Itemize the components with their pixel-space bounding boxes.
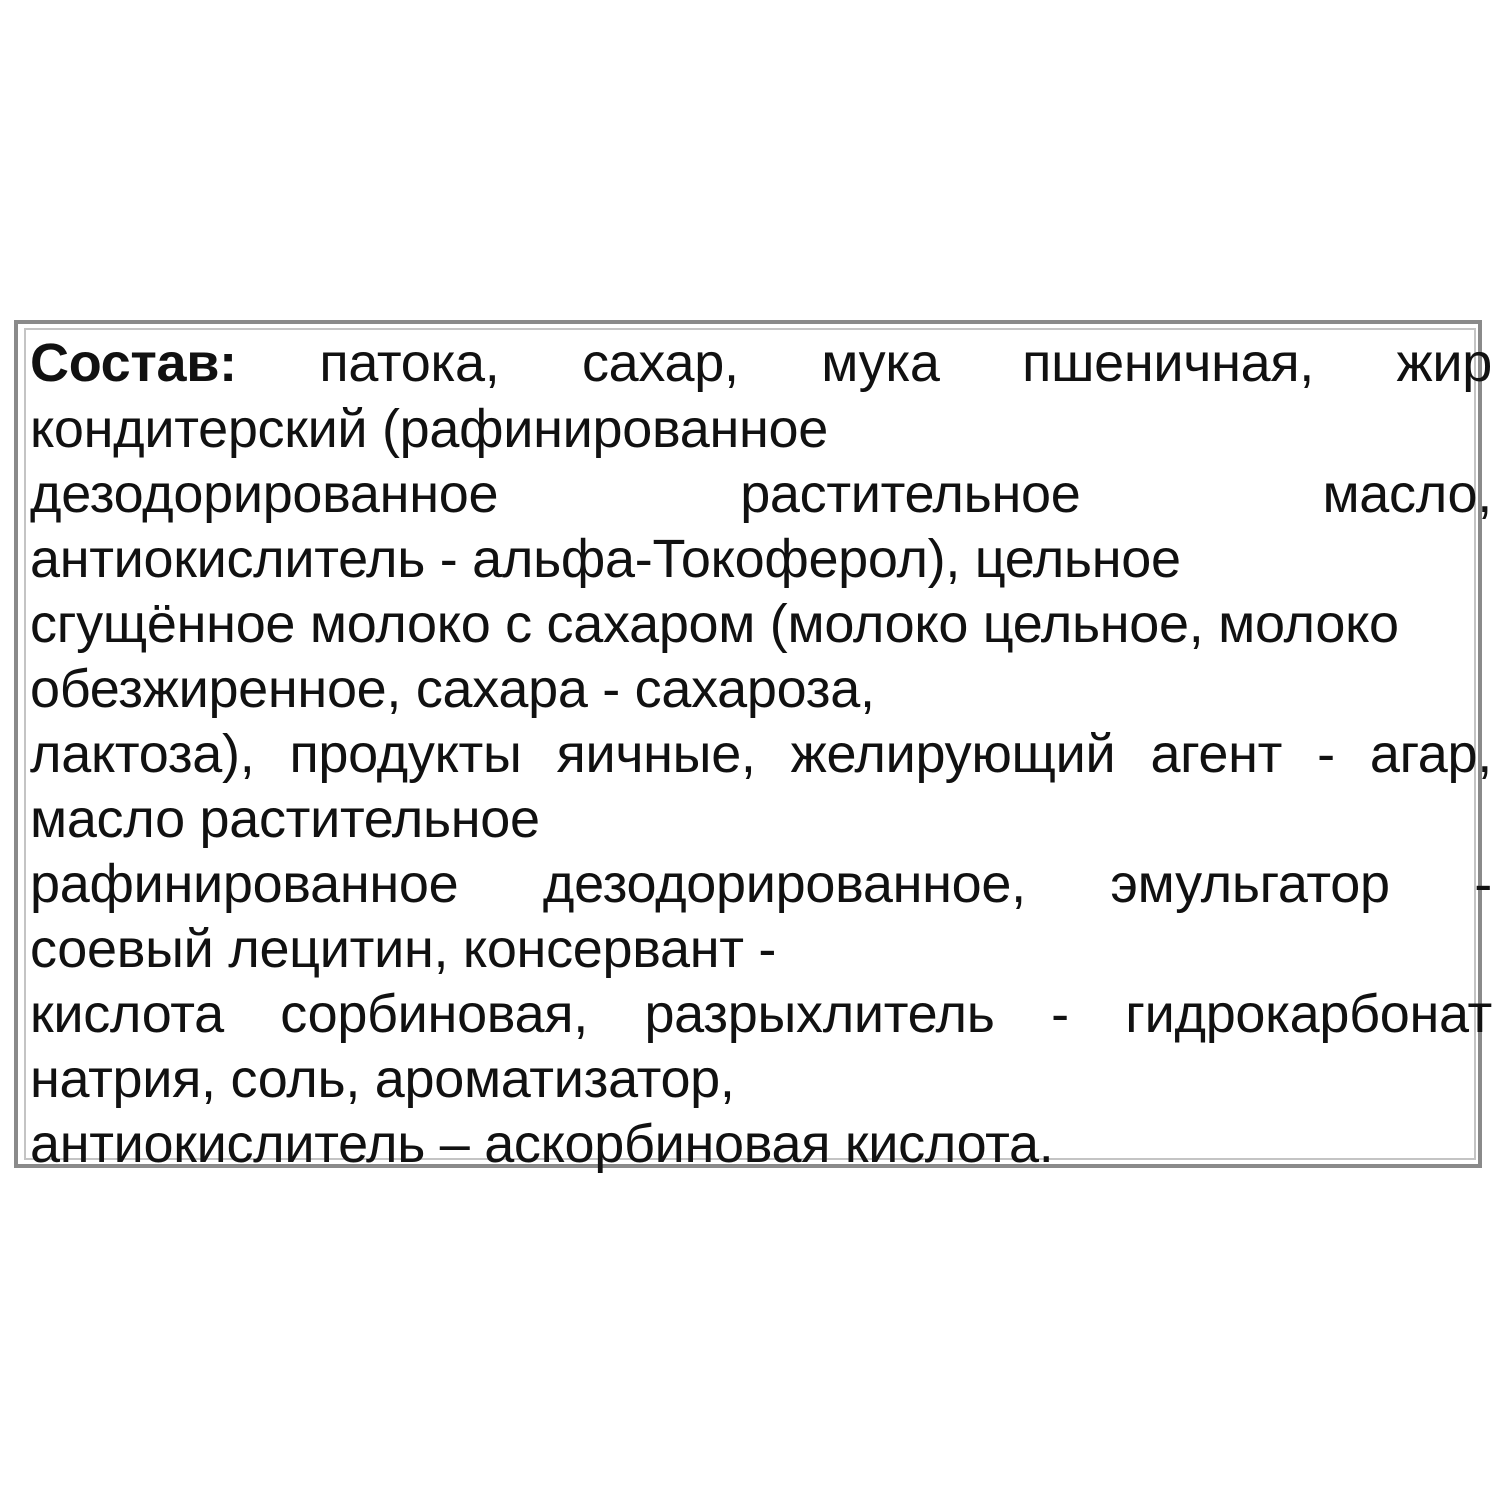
ingredients-line-9 <box>30 851 1492 917</box>
ingredient-word: лактоза), <box>30 724 255 784</box>
ingredient-word: - <box>1317 724 1335 784</box>
ingredient-word: жир <box>1396 333 1492 393</box>
ingredient-word: пшеничная, <box>1022 333 1314 393</box>
ingredient-word: - <box>1474 854 1492 914</box>
ingredients-line-7 <box>30 721 1492 787</box>
ingredients-line-12: натрия, соль, ароматизатор, <box>30 1049 735 1109</box>
ingredients-label-box <box>14 320 1492 1174</box>
ingredients-line-3 <box>30 461 1492 527</box>
ingredient-word: дезодорированное <box>30 464 499 524</box>
ingredient-word: сорбиновая, <box>280 984 588 1044</box>
ingredient-word: мука <box>821 333 940 393</box>
ingredient-word: сахар, <box>581 333 739 393</box>
ingredient-word: дезодорированное, <box>542 854 1026 914</box>
ingredient-word: эмульгатор <box>1110 854 1390 914</box>
ingredients-line-1 <box>30 330 1492 396</box>
ingredient-word: рафинированное <box>30 854 459 914</box>
ingredient-word: яичные, <box>556 724 756 784</box>
ingredient-word: агент <box>1150 724 1283 784</box>
ingredient-word: масло, <box>1322 464 1492 524</box>
ingredient-word: агар, <box>1369 724 1492 784</box>
ingredients-line-11 <box>30 981 1492 1047</box>
ingredient-word: желирующий <box>790 724 1116 784</box>
ingredients-line-8: масло растительное <box>30 789 540 849</box>
ingredients-line-5: сгущённое молоко с сахаром (молоко цельное, молоко <box>30 594 1399 654</box>
ingredients-line-4: антиокислитель - альфа-Токоферол), цельное <box>30 529 1181 589</box>
ingredient-word: гидрокарбонат <box>1125 984 1492 1044</box>
ingredients-line-2: кондитерский (рафинированное <box>30 399 829 459</box>
ingredients-line-13: антиокислитель – аскорбиновая кислота. <box>30 1114 1054 1174</box>
ingredient-word: кислота <box>30 984 224 1044</box>
ingredient-word: продукты <box>289 724 522 784</box>
ingredient-word: - <box>1051 984 1069 1044</box>
ingredient-word: растительное <box>740 464 1081 524</box>
ingredients-line-6: обезжиренное, сахара - сахароза, <box>30 659 875 719</box>
ingredient-word: патока, <box>319 333 500 393</box>
ingredient-word: разрыхлитель <box>644 984 995 1044</box>
ingredients-line-10: соевый лецитин, консервант - <box>30 919 777 979</box>
ingredients-text-area <box>24 328 1492 1174</box>
ingredients-heading: Состав: <box>30 333 237 393</box>
